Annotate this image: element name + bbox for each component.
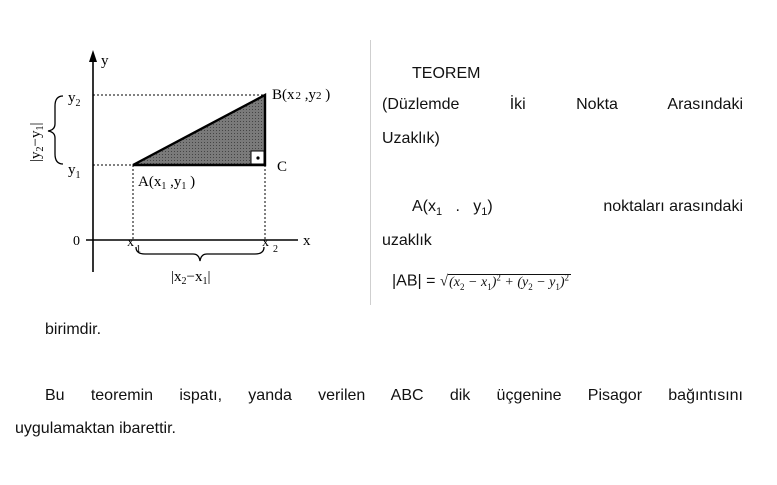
y1-label: $y_1$ <box>68 162 81 181</box>
statement-point: $A(x_1$ . $y_1$) <box>412 198 493 218</box>
y-axis-arrow <box>89 50 97 62</box>
point-c-label: C <box>277 159 288 175</box>
right-angle-dot <box>256 156 259 159</box>
point-b-label: B(x2 ,y2 ) <box>272 87 331 103</box>
theorem-subtitle-line2: Uzaklık) <box>382 130 440 147</box>
sqrt-icon: √ <box>439 273 449 290</box>
theorem-statement-line2: uzaklık <box>382 232 432 249</box>
x-brace-label: $|x_2-x_1|$ <box>171 269 211 287</box>
origin-label: 0 <box>73 234 80 249</box>
distance-formula <box>392 272 571 291</box>
formula-radicand: $(x_2 - x_1)^2 + (y_2 - y_1)^2$ <box>449 272 570 292</box>
figure-svg <box>0 40 370 305</box>
y-axis-label: y <box>101 53 109 69</box>
proof-line2: uygulamaktan ibarettir. <box>15 420 176 437</box>
x1-label: x $_1$ <box>127 235 141 255</box>
x-axis-label: x <box>303 233 311 249</box>
formula-lhs: |AB| = <box>392 272 436 290</box>
theorem-statement-line1 <box>412 196 743 223</box>
coordinate-figure <box>0 40 370 305</box>
unit-text: birimdir. <box>45 321 102 338</box>
y2-label: $y_2$ <box>68 90 81 109</box>
y-brace <box>48 96 63 164</box>
proof-line1: Bu teoremin ispatı, yanda verilen ABC dik üçgenine Pisagor bağıntısını <box>45 387 743 404</box>
triangle-abc <box>133 95 265 165</box>
column-divider <box>370 40 371 305</box>
x-brace <box>136 247 264 261</box>
theorem-subtitle-line1: (Düzlemde İki Nokta Arasındaki <box>382 96 743 113</box>
x2-label: x $_2$ <box>262 235 278 255</box>
theorem-title: TEOREM <box>412 65 481 82</box>
statement-rest: noktaları arasındaki <box>603 198 743 215</box>
point-a-label: $A(x_1$ $,y_1$ ) <box>138 174 196 192</box>
y-brace-label: $|y_2-y_1|$ <box>28 122 46 162</box>
